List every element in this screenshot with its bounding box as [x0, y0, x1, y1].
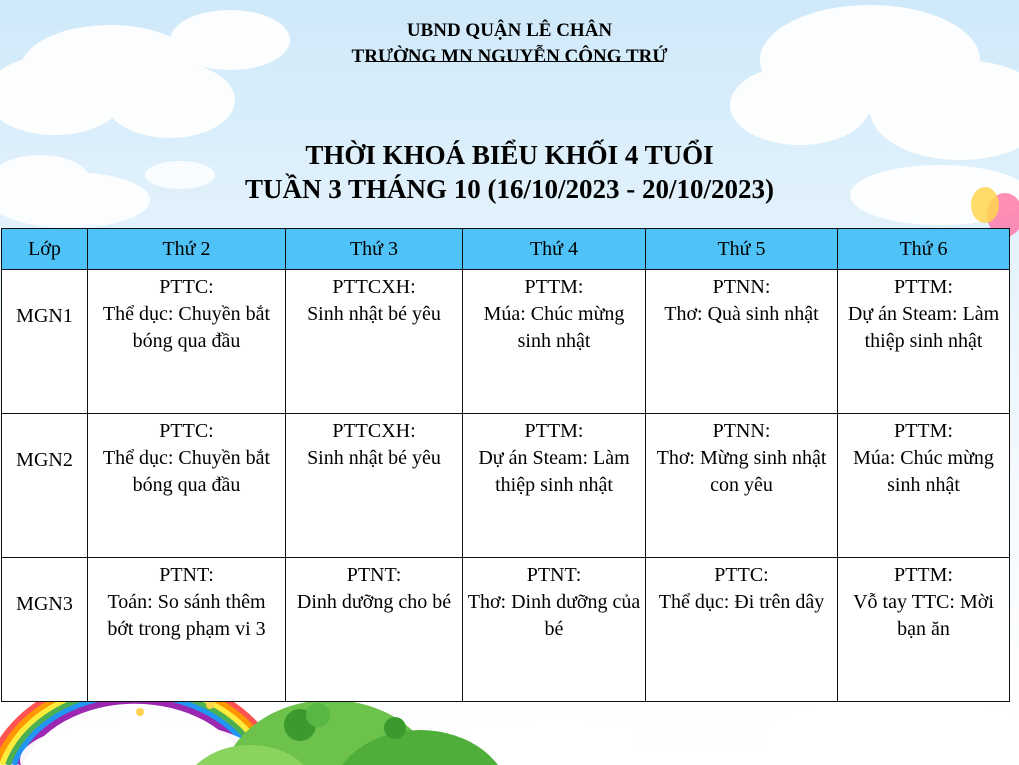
- lesson-cell: [646, 414, 838, 558]
- table-row: [2, 270, 1010, 414]
- lesson-activity: Múa: Chúc mừng sinh nhật: [483, 303, 625, 352]
- lesson-activity: Thơ: Mừng sinh nhật con yêu: [656, 447, 827, 496]
- lesson-cell: [838, 558, 1010, 702]
- table-row: [2, 414, 1010, 558]
- lesson-activity: Dự án Steam: Làm thiệp sinh nhật: [847, 303, 1000, 352]
- lesson-subject: PTNT:: [346, 564, 402, 586]
- lesson-subject: PTNT:: [159, 564, 214, 586]
- lesson-cell: [286, 270, 463, 414]
- title-main: THỜI KHOÁ BIỂU KHỐI 4 TUỔI: [305, 140, 714, 170]
- class-name-cell: MGN1: [2, 270, 88, 414]
- lesson-activity: Thơ: Dinh dưỡng của bé: [467, 591, 641, 640]
- document-header: [0, 18, 1019, 70]
- lesson-activity: Dự án Steam: Làm thiệp sinh nhật: [478, 447, 630, 496]
- org-name-school: TRƯỜNG MN NGUYỄN CÔNG TRỨ: [351, 46, 668, 67]
- lesson-subject: PTTM:: [524, 276, 584, 298]
- class-name-cell: MGN3: [2, 558, 88, 702]
- column-header-wed: Thứ 4: [463, 229, 646, 270]
- lesson-activity: Thể dục: Đi trên dây: [658, 591, 825, 613]
- lesson-activity: Vỗ tay TTC: Mời bạn ăn: [853, 591, 994, 640]
- table-header-row: [2, 229, 1010, 270]
- column-header-mon: Thứ 2: [88, 229, 286, 270]
- header-underline: [366, 61, 664, 62]
- lesson-cell: [286, 414, 463, 558]
- lesson-activity: Sinh nhật bé yêu: [307, 447, 441, 469]
- lesson-cell: [463, 270, 646, 414]
- title-week: TUẦN 3 THÁNG 10 (16/10/2023 - 20/10/2023): [244, 174, 774, 204]
- lesson-activity: Thể dục: Chuyền bắt bóng qua đầu: [102, 447, 271, 496]
- column-header-tue: Thứ 3: [286, 229, 463, 270]
- lesson-cell: [463, 558, 646, 702]
- lesson-activity: Toán: So sánh thêm bớt trong phạm vi 3: [107, 591, 266, 640]
- lesson-subject: PTTCXH:: [332, 276, 416, 298]
- lesson-cell: [463, 414, 646, 558]
- table-row: [2, 558, 1010, 702]
- schedule-table: [1, 228, 1010, 702]
- lesson-cell: [286, 558, 463, 702]
- lesson-cell: [646, 270, 838, 414]
- lesson-subject: PTTM:: [524, 420, 584, 442]
- lesson-activity: Dinh dưỡng cho bé: [296, 591, 452, 613]
- lesson-activity: Thơ: Quà sinh nhật: [664, 303, 819, 325]
- lesson-activity: Sinh nhật bé yêu: [307, 303, 441, 325]
- lesson-subject: PTTM:: [894, 564, 953, 586]
- lesson-subject: PTTC:: [159, 420, 214, 442]
- column-header-fri: Thứ 6: [838, 229, 1010, 270]
- lesson-activity: Thể dục: Chuyền bắt bóng qua đầu: [102, 303, 271, 352]
- column-header-thu: Thứ 5: [646, 229, 838, 270]
- org-name-district: UBND QUẬN LÊ CHÂN: [406, 20, 613, 41]
- lesson-activity: Múa: Chúc mừng sinh nhật: [853, 447, 994, 496]
- lesson-subject: PTNN:: [712, 276, 771, 298]
- lesson-subject: PTTC:: [159, 276, 214, 298]
- lesson-cell: [646, 558, 838, 702]
- class-name-cell: MGN2: [2, 414, 88, 558]
- column-header-class: Lớp: [2, 229, 88, 270]
- lesson-cell: [88, 414, 286, 558]
- lesson-cell: [88, 270, 286, 414]
- lesson-subject: PTTCXH:: [332, 420, 416, 442]
- lesson-subject: PTNN:: [712, 420, 771, 442]
- lesson-subject: PTNT:: [526, 564, 582, 586]
- lesson-cell: [838, 414, 1010, 558]
- lesson-cell: [88, 558, 286, 702]
- lesson-cell: [838, 270, 1010, 414]
- schedule-title: [0, 138, 1019, 206]
- lesson-subject: PTTC:: [714, 564, 769, 586]
- lesson-subject: PTTM:: [894, 420, 953, 442]
- lesson-subject: PTTM:: [894, 276, 953, 298]
